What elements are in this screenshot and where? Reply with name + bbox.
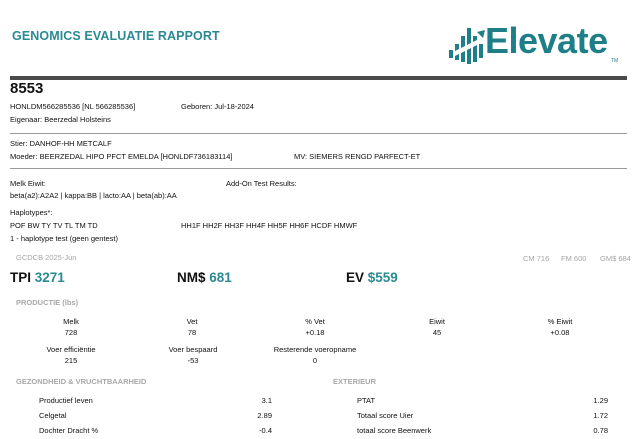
ev-value: $559	[367, 270, 398, 285]
divider	[10, 168, 627, 169]
prod-col-value: 728	[64, 328, 78, 337]
exterieur-row-label: totaal score Beenwerk	[357, 426, 432, 435]
haplotypes-list: POF BW TY TV TL TM TD	[10, 221, 98, 230]
prod-row2-value: -53	[187, 356, 199, 365]
ev-label: EV	[346, 270, 365, 285]
prod-col-name: % Vet	[305, 317, 325, 326]
prod-col-name: Vet	[186, 317, 198, 326]
base-label: GCDCB 2025-Jun	[16, 253, 77, 262]
prod-row2-value: 215	[64, 356, 78, 365]
tpi-index	[10, 270, 65, 285]
health-row-label: Productief leven	[39, 396, 93, 405]
prod-col-value: +0.08	[550, 328, 570, 337]
report-title: GENOMICS EVALUATIE RAPPORT	[12, 29, 220, 43]
nm-label: NM$	[177, 270, 206, 285]
elevate-logo	[447, 20, 627, 70]
exterieur-row-value: 1.72	[593, 411, 608, 420]
cm-index: CM 716	[523, 254, 550, 263]
owner: Eigenaar: Beerzedal Holsteins	[10, 115, 111, 124]
exterieur-label: EXTERIEUR	[333, 377, 376, 386]
nm-index	[177, 270, 232, 285]
exterieur-row-label: Totaal score Uier	[357, 411, 414, 420]
dam: Moeder: BEERZEDAL HIPO PFCT EMELDA [HONLDF736183114]	[10, 152, 233, 161]
animal-id: HONLDM566285536 [NL 566285536]	[10, 102, 136, 111]
health-row-value: -0.4	[259, 426, 272, 435]
prod-col-value: 45	[432, 328, 442, 337]
fm-index: FM 600	[561, 254, 587, 263]
birth-date: Geboren: Jul-18-2024	[181, 102, 254, 111]
header-rule	[10, 76, 627, 80]
prod-col-name: Melk	[63, 317, 79, 326]
gm-index: GM$ 684	[600, 254, 631, 263]
divider	[10, 133, 627, 134]
milk-protein-label: Melk Eiwit:	[10, 179, 46, 188]
sire: Stier: DANHOF-HH METCALF	[10, 139, 112, 148]
elevate-logo-mark	[447, 22, 487, 68]
tpi-value: 3271	[34, 270, 65, 285]
nm-value: 681	[209, 270, 232, 285]
maternal-grandsire: MV: SIEMERS RENGD PARFECT-ET	[294, 152, 421, 161]
prod-row2-name: Resterende voeropname	[273, 345, 357, 354]
prod-col-value: 78	[187, 328, 197, 337]
productie-label: PRODUCTIE (lbs)	[16, 298, 79, 307]
prod-col-value: +0.18	[305, 328, 325, 337]
gezondheid-label: GEZONDHEID & VRUCHTBAARHEID	[16, 377, 147, 386]
ev-index	[346, 270, 398, 285]
report-header	[0, 0, 640, 80]
health-row-label: Dochter Dracht %	[39, 426, 99, 435]
elevate-logo-text: Elevate	[485, 20, 608, 61]
exterieur-row-label: PTAT	[357, 396, 376, 405]
haplotypes-label: Haplotypes*:	[10, 208, 53, 217]
exterieur-row-value: 1.29	[593, 396, 608, 405]
milk-protein-values: beta(a2):A2A2 | kappa:BB | lacto:AA | beta(ab):AA	[10, 191, 177, 200]
health-row-value: 3.1	[261, 396, 272, 405]
prod-row2-name: Voer bespaard	[168, 345, 218, 354]
animal-number: 8553	[10, 80, 44, 97]
addon-results-label: Add-On Test Results:	[226, 179, 297, 188]
logo-trademark: TM	[611, 58, 619, 64]
prod-row2-value: 0	[312, 356, 318, 365]
haplotype-note: 1 - haplotype test (geen gentest)	[10, 234, 118, 243]
prod-col-name: Eiwit	[429, 317, 445, 326]
health-row-value: 2.89	[257, 411, 272, 420]
exterieur-row-value: 0.78	[593, 426, 608, 435]
haplotypes-list-2: HH1F HH2F HH3F HH4F HH5F HH6F HCDF HMWF	[181, 221, 358, 230]
prod-col-name: % Eiwit	[547, 317, 573, 326]
prod-row2-name: Voer efficiëntie	[46, 345, 96, 354]
health-row-label: Celgetal	[39, 411, 67, 420]
tpi-label: TPI	[10, 270, 32, 285]
